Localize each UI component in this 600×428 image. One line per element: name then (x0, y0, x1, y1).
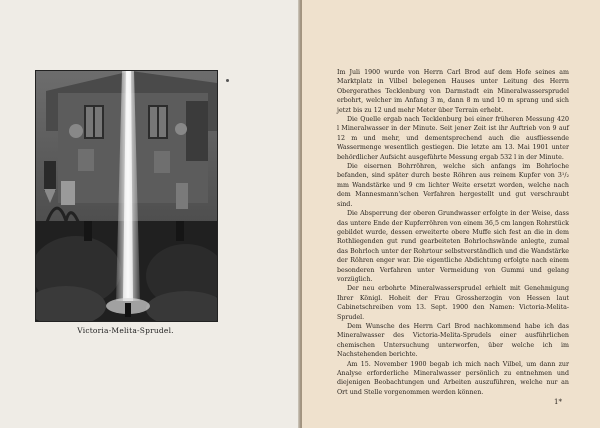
body-text (337, 68, 569, 397)
page-mark (226, 79, 229, 82)
paragraph-7: Am 15. November 1900 begab ich mich nach Vilbel, um dann zur Analyse erforderliche Mineralwasser persönlich zu entnehmen und diejenigen Beobachtungen und Arbeiten auszuführen, welche nur an Ort und Stelle vorgenommen werden können. (337, 360, 569, 396)
photo-caption: Victoria-Melita-Sprudel. (77, 326, 174, 335)
fountain-photo (35, 70, 218, 322)
fountain-photo-image (36, 71, 217, 321)
paragraph-1: Im Juli 1900 wurde von Herrn Carl Brod auf dem Hofe seines am Marktplatz in Vilbel belegenen Hauses unter Leitung des Herrn Obergerathes Tecklenburg von Darmstadt ein Mineralwassersprudel erbohrt, welcher im Anfang 3 m, dann 8 m und 10 m sprang und sich jetzt bis zu 12 und mehr Meter über Terrain erhebt. (337, 69, 569, 114)
paragraph-3: Die eisernen Bohrröhren, welche sich anfangs im Bohrloche befanden, sind später durch beste Röhren aus reinem Kupfer von 3¹/₂ mm Wandstärke und 9 cm lichter Weite ersetzt worden, welche nach dem Mannesmann'schen Verfahren hergestellt und gut verschraubt sind. (337, 163, 569, 208)
paragraph-2: Die Quelle ergab nach Tecklenburg bei einer früheren Messung 420 l Mineralwasser in der Minute. Seit jener Zeit ist ihr Auftrieb von 9 auf 12 m und mehr, und dementsprechend auch die ausfliessende Wassermenge wesentlich gestiegen. Die letzte am 13. Mai 1901 unter behördlicher Aufsicht ausgeführte Messung ergab 532 l in der Minute. (337, 116, 569, 161)
paragraph-4: Die Absperrung der oberen Grundwasser erfolgte in der Weise, dass das untere Ende der Kupferröhren von einem 36,5 cm langen Rohrstück gebildet wurde, dessen erweiterte obere Muffe sich fest an die in dem Rothliegenden gut rund gearbeiteten Bohrlochswände anlegte, zumal das Bohrloch unter der Rohrtour selbstverständlich und die Wandstärke der Röhren enger war. Die eigentliche Abdichtung erfolgte nach einem besonderen Verfahren unter Vermeidung von Gummi und gelang vorzüglich. (337, 210, 569, 283)
paragraph-6: Dem Wunsche des Herrn Carl Brod nachkommend habe ich das Mineralwasser des Victoria-Melita-Sprudels einer ausführlichen chemischen Untersuchung unterworfen, über welche ich im Nachstehenden berichte. (337, 322, 569, 359)
page-number: 1* (554, 398, 562, 406)
paragraph-5: Der neu erbohrte Mineralwassersprudel erhielt mit Genehmigung Ihrer Königl. Hoheit der Frau Grossherzogin von Hessen laut Cabinetschreiben vom 13. Sept. 1900 den Namen: Victoria-Melita-Sprudel. (337, 285, 569, 321)
